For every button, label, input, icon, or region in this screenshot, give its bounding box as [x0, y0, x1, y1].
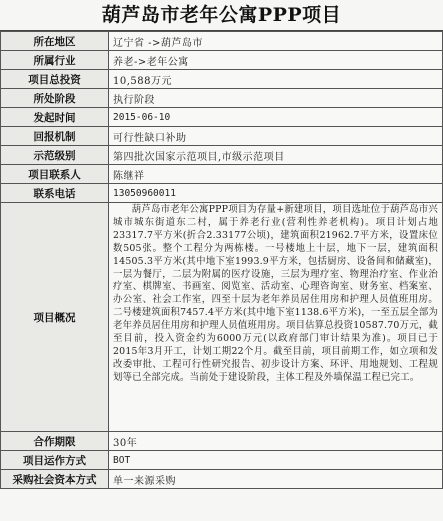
- procurement-method-value: 单一来源采购: [109, 470, 443, 489]
- table-row: [1, 432, 443, 451]
- demo-level-value: 第四批次国家示范项目,市级示范项目: [109, 146, 443, 165]
- start-date-value: 2015-06-10: [109, 108, 443, 127]
- table-row: [1, 127, 443, 146]
- row-label: 联系电话: [1, 184, 109, 203]
- row-label: 项目运作方式: [1, 451, 109, 470]
- total-investment-value: 10,588万元: [109, 70, 443, 89]
- industry-value: 养老->老年公寓: [109, 51, 443, 70]
- table-row: [1, 51, 443, 70]
- row-label: 发起时间: [1, 108, 109, 127]
- row-label: 项目联系人: [1, 165, 109, 184]
- table-row: [1, 146, 443, 165]
- row-label: 所处阶段: [1, 89, 109, 108]
- table-row: [1, 165, 443, 184]
- table-row: [1, 32, 443, 51]
- row-label: 所在地区: [1, 32, 109, 51]
- row-label: 采购社会资本方式: [1, 470, 109, 489]
- page-title: 葫芦岛市老年公寓PPP项目: [0, 0, 443, 31]
- project-overview-text: 葫芦岛市老年公寓PPP项目为存量+新建项目，项目选址位于葫芦岛市兴城市城东街道东二村，属于养老行业(营利性养老机构)。项目计划占地23317.7平方米(折合2.33177公顷)，建筑面积21962.7平方米，设置床位数505张。整个工程分为两栋楼。一号楼地上十层，地下一层，建筑面积14505.3平方米(其中地下室1993.9平方米，包括厨房、设备间和储藏室)，一层为餐厅，二层为附属的医疗设施，三层为理疗室、物理治疗室、作业治疗室、棋牌室、书画室、阅览室、活动室、心理咨询室、财务室、档案室、办公室、社会工作室，四至十层为老年养员居住用房和护理人员值班用房。二号楼建筑面积7457.4平方米(其中地下室1138.6平方米)，一至五层全部为老年养员居住用房和护理人员值班用房。项目估算总投资10587.70万元，截至目前，投入资金约为6000万元(以政府部门审计结果为准)。项目已于2015年3月开工，计划工期22个月。截至目前，项目前期工作，如立项和发改委审批、工程可行性研究报告、初步设计方案、环评、用地规划、工程规划等已全部完成。当前处于建设阶段，主体工程及外墙保温工程已完工。: [109, 203, 443, 432]
- row-label: 示范级别: [1, 146, 109, 165]
- table-row: [1, 451, 443, 470]
- row-label: 项目概况: [1, 203, 109, 432]
- operation-mode-value: BOT: [109, 451, 443, 470]
- row-label: 合作期限: [1, 432, 109, 451]
- return-mechanism-value: 可行性缺口补助: [109, 127, 443, 146]
- contact-person-value: 陈继祥: [109, 165, 443, 184]
- table-row: [1, 70, 443, 89]
- row-label: 所属行业: [1, 51, 109, 70]
- stage-value: 执行阶段: [109, 89, 443, 108]
- project-info-table: [0, 31, 443, 489]
- table-row: [1, 89, 443, 108]
- cooperation-term-value: 30年: [109, 432, 443, 451]
- region-value: 辽宁省 ->葫芦岛市: [109, 32, 443, 51]
- table-row: [1, 184, 443, 203]
- table-row: [1, 203, 443, 432]
- table-row: [1, 470, 443, 489]
- row-label: 回报机制: [1, 127, 109, 146]
- contact-phone-value: 13050960011: [109, 184, 443, 203]
- table-row: [1, 108, 443, 127]
- row-label: 项目总投资: [1, 70, 109, 89]
